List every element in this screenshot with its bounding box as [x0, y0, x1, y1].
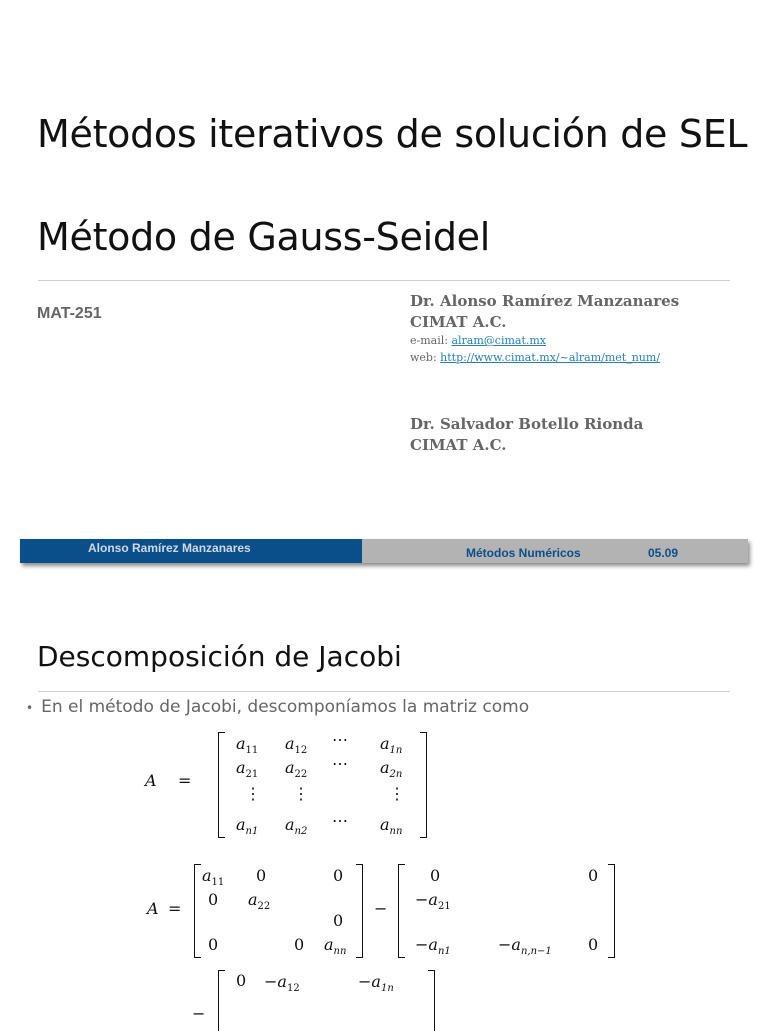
cdots: ⋯ — [332, 811, 348, 830]
slide-footer — [20, 539, 748, 563]
web-link[interactable]: http://www.cimat.mx/~alram/met_num/ — [440, 351, 661, 364]
zero: 0 — [333, 911, 344, 930]
right-bracket — [428, 970, 435, 1031]
matrix-symbol: A — [147, 899, 159, 918]
entry-a12: $a_{12}$ — [285, 734, 308, 757]
zero: 0 — [588, 866, 599, 885]
left-bracket — [398, 864, 405, 958]
left-bracket — [218, 970, 225, 1031]
left-bracket — [194, 864, 201, 958]
cdots: ⋯ — [332, 754, 348, 773]
matrix-symbol: A — [145, 771, 157, 790]
bullet-dot-icon: • — [26, 701, 34, 715]
footer-course: Métodos Numéricos — [466, 546, 581, 560]
left-bracket — [218, 732, 225, 838]
right-bracket — [420, 732, 427, 838]
entry-a22: $a_{22}$ — [248, 890, 271, 913]
title-divider — [38, 280, 730, 281]
vdots: ⋮ — [245, 784, 261, 803]
entry-ann: $a_{nn}$ — [380, 815, 403, 838]
section-divider — [38, 691, 730, 692]
author-org: CIMAT A.C. — [410, 436, 507, 454]
section-title: Descomposición de Jacobi — [37, 640, 402, 673]
zero: 0 — [208, 935, 219, 954]
entry-neg-an1: $-a_{n1}$ — [415, 935, 451, 958]
author-block-1 — [410, 290, 679, 366]
entry-an2: $a_{n2}$ — [285, 815, 308, 838]
entry-neg-a12: $-a_{12}$ — [264, 972, 300, 995]
entry-a2n: $a_{2n}$ — [380, 758, 403, 781]
entry-an1: $a_{n1}$ — [236, 815, 259, 838]
footer-right-panel — [362, 539, 748, 563]
footer-author: Alonso Ramírez Manzanares — [88, 541, 251, 555]
zero: 0 — [256, 866, 267, 885]
minus-sign: − — [374, 899, 388, 918]
author-block-2 — [410, 413, 643, 455]
author-web-line — [410, 349, 679, 366]
author-org: CIMAT A.C. — [410, 313, 507, 331]
minus-sign: − — [192, 1004, 206, 1023]
entry-a1n: $a_{1n}$ — [380, 734, 403, 757]
right-bracket — [608, 864, 615, 958]
footer-left-panel — [20, 539, 362, 563]
footer-number: 05.09 — [648, 546, 679, 560]
author-email-line — [410, 332, 679, 349]
entry-a21: $a_{21}$ — [236, 758, 259, 781]
vdots: ⋮ — [293, 784, 309, 803]
author-name: Dr. Salvador Botello Rionda — [410, 415, 644, 433]
slide-title-line2: Método de Gauss-Seidel — [37, 215, 490, 259]
bullet-text: En el método de Jacobi, descomponíamos la matriz como — [41, 697, 530, 717]
zero: 0 — [430, 866, 441, 885]
zero: 0 — [236, 971, 247, 990]
zero: 0 — [333, 866, 344, 885]
web-label: web: — [410, 351, 441, 364]
entry-a11: $a_{11}$ — [202, 866, 225, 889]
entry-neg-a1n: $-a_{1n}$ — [358, 972, 394, 995]
equals-sign: = — [178, 771, 192, 790]
slide-title-line1: Métodos iterativos de solución de SEL — [37, 112, 748, 156]
equals-sign: = — [168, 899, 182, 918]
entry-neg-a21: $-a_{21}$ — [415, 890, 451, 913]
zero: 0 — [208, 890, 219, 909]
entry-a11: $a_{11}$ — [236, 734, 259, 757]
email-link[interactable]: alram@cimat.mx — [451, 334, 547, 347]
bullet-item — [26, 697, 529, 717]
email-label: e-mail: — [410, 334, 452, 347]
cdots: ⋯ — [332, 730, 348, 749]
zero: 0 — [588, 935, 599, 954]
entry-ann: $a_{nn}$ — [324, 935, 347, 958]
course-code: MAT-251 — [37, 305, 102, 322]
zero: 0 — [294, 935, 305, 954]
right-bracket — [356, 864, 363, 958]
entry-neg-ann1: $-a_{n,n-1}$ — [498, 935, 552, 958]
vdots: ⋮ — [389, 784, 405, 803]
author-name: Dr. Alonso Ramírez Manzanares — [410, 292, 680, 310]
entry-a22: $a_{22}$ — [285, 758, 308, 781]
